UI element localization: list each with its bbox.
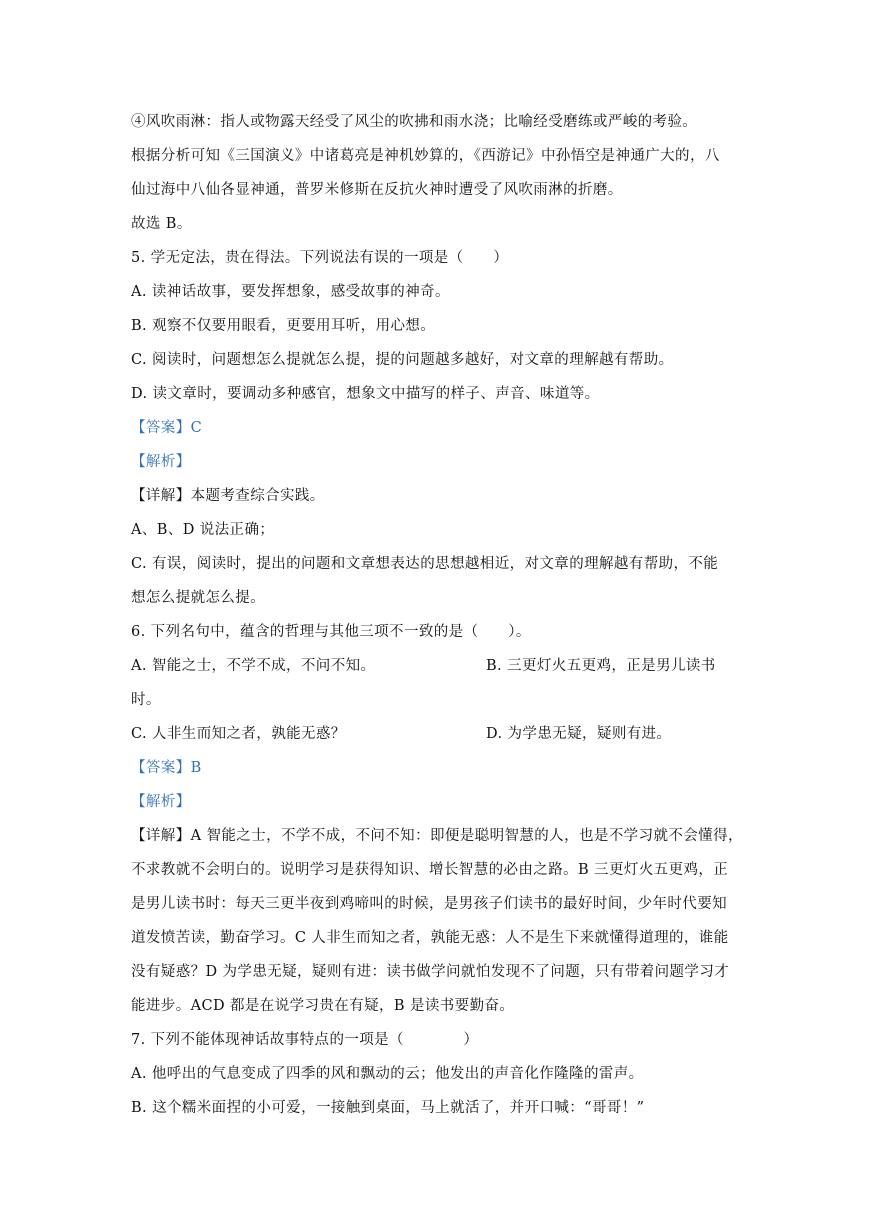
text-line: 想怎么提就怎么提。 bbox=[131, 590, 266, 606]
option-a: A. 他呼出的气息变成了四季的风和飘动的云；他发出的声音化作隆隆的雷声。 bbox=[131, 1066, 644, 1082]
detail-text: 【详解】本题考查综合实践。 bbox=[131, 488, 325, 504]
text-line: 不求教就不会明白的。说明学习是获得知识、增长智慧的必由之路。B 三更灯火五更鸡，正 bbox=[131, 862, 729, 878]
text-line: 故选 B。 bbox=[131, 216, 192, 232]
option-b-continued: 时。 bbox=[131, 692, 161, 708]
option-a: A. 智能之士，不学不成，不问不知。 bbox=[131, 658, 376, 674]
text-line: 仙过海中八仙各显神通，普罗米修斯在反抗火神时遭受了风吹雨淋的折磨。 bbox=[131, 182, 623, 198]
option-b: B. 观察不仅要用眼看，更要用耳听，用心想。 bbox=[131, 318, 436, 334]
text-line: 没有疑惑？D 为学患无疑，疑则有进：读书做学问就怕发现不了问题，只有带着问题学习才 bbox=[131, 964, 730, 980]
option-a: A. 读神话故事，要发挥想象，感受故事的神奇。 bbox=[131, 284, 450, 300]
text-line: 能进步。ACD 都是在说学习贵在有疑，B 是读书要勤奋。 bbox=[131, 998, 515, 1014]
question-6-stem: 6. 下列名句中，蕴含的哲理与其他三项不一致的是（ ）。 bbox=[131, 624, 531, 640]
text-line: 是男儿读书时：每天三更半夜到鸡啼叫的时候，是男孩子们读书的最好时间，少年时代要知 bbox=[131, 896, 727, 912]
option-b: B. 三更灯火五更鸡，正是男儿读书 bbox=[486, 658, 716, 674]
text-line: A、B、D 说法正确； bbox=[131, 522, 275, 538]
option-c: C. 阅读时，问题想怎么提就怎么提，提的问题越多越好，对文章的理解越有帮助。 bbox=[131, 352, 674, 368]
text-line: C. 有误，阅读时，提出的问题和文章想表达的思想越相近，对文章的理解越有帮助，不能 bbox=[131, 556, 719, 572]
text-line: 道发愤苦读，勤奋学习。C 人非生而知之者，孰能无惑：人不是生下来就懂得道理的，谁能 bbox=[131, 930, 729, 946]
question-5-stem: 5. 学无定法，贵在得法。下列说法有误的一项是（ ） bbox=[131, 250, 509, 266]
text-line: 根据分析可知《三国演义》中诸葛亮是神机妙算的，《西游记》中孙悟空是神通广大的，八 bbox=[131, 148, 720, 164]
text-line: ④风吹雨淋：指人或物露天经受了风尘的吹拂和雨水浇；比喻经受磨练或严峻的考验。 bbox=[131, 114, 698, 130]
answer-label: 【答案】B bbox=[131, 760, 202, 776]
question-7-stem: 7. 下列不能体现神话故事特点的一项是（ ） bbox=[131, 1032, 479, 1048]
analysis-label: 【解析】 bbox=[131, 454, 191, 470]
option-b: B. 这个糯米面捏的小可爱，一接触到桌面，马上就活了，并开口喊：“哥哥！” bbox=[131, 1100, 645, 1116]
answer-label: 【答案】C bbox=[131, 420, 203, 436]
option-d: D. 为学患无疑，疑则有进。 bbox=[486, 726, 672, 742]
analysis-label: 【解析】 bbox=[131, 794, 191, 810]
option-c: C. 人非生而知之者，孰能无惑？ bbox=[131, 726, 346, 742]
detail-text: 【详解】A 智能之士，不学不成，不问不知：即便是聪明智慧的人，也是不学习就不会懂得， bbox=[131, 828, 743, 844]
option-d: D. 读文章时，要调动多种感官，想象文中描写的样子、声音、味道等。 bbox=[131, 386, 600, 402]
